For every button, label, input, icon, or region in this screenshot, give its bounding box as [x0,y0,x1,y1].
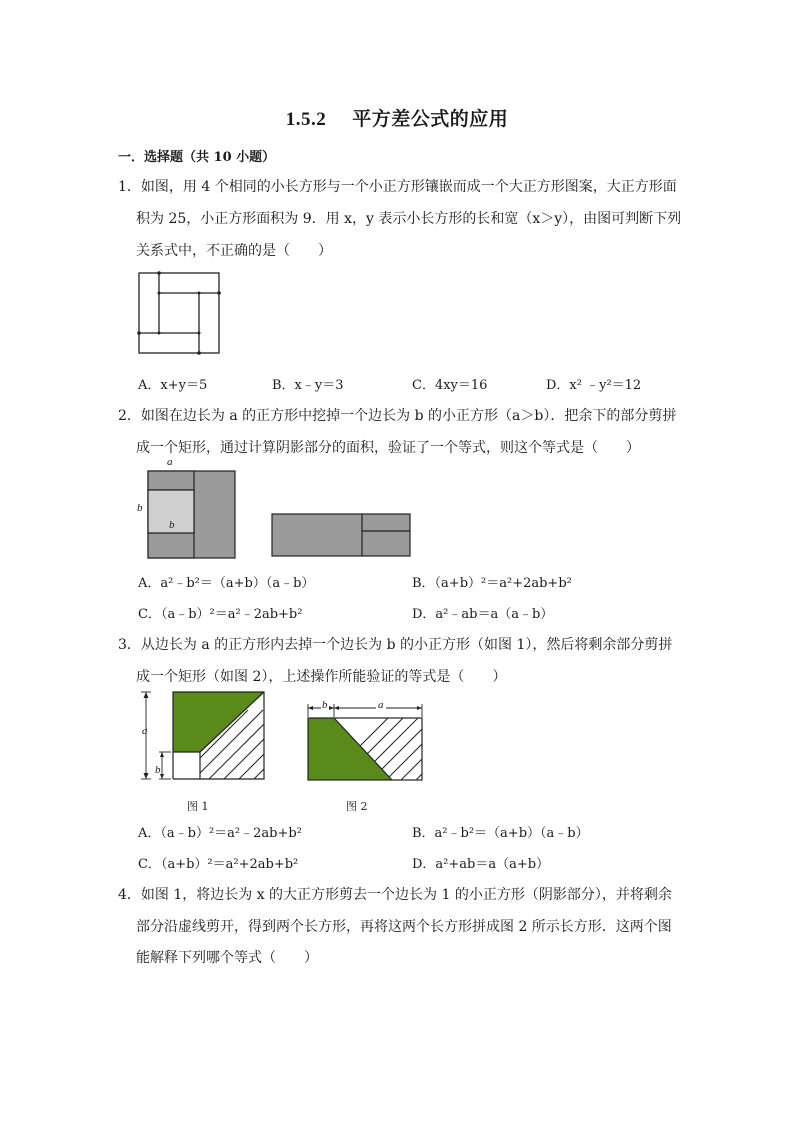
q2-label-b-inner: b [169,519,175,531]
q3-caption-fig1: 图 1 [187,800,209,813]
q1-line-1: 1．如图，用 4 个相同的小长方形与一个小正方形镶嵌而成一个大正方形图案，大正方形面 [118,179,677,195]
q1-line-2: 积为 25，小正方形面积为 9．用 x，y 表示小长方形的长和宽（x＞y），由图可判断下列 [136,211,682,227]
page-title [0,104,794,131]
section-heading: 一．选择题（共 10 小题） [118,150,276,165]
q3-fig2-label-a: a [378,699,384,711]
q1-line-3: 关系式中，不正确的是（ ） [136,243,332,259]
q3-label-b: b [155,764,161,776]
q4-line-3: 能解释下列哪个等式（ ） [136,950,318,966]
q2-figure-square [147,470,237,560]
q2-figure-rectangle [271,513,412,557]
q4-line-2: 部分沿虚线剪开，得到两个长方形，再将这两个长方形拼成图 2 所示长方形．这两个图 [136,919,672,935]
q3-option-a: A．（a﹣b）²＝a²﹣2ab+b² [138,826,302,841]
q2-label-a: a [167,456,173,468]
q1-option-c: C．4xy＝16 [412,378,488,393]
q1-figure [138,272,220,354]
q2-option-b: B．（a+b）²＝a²+2ab+b² [412,576,572,591]
q3-caption-fig2: 图 2 [346,800,368,813]
q2-line-1: 2．如图在边长为 a 的正方形中挖掉一个边长为 b 的小正方形（a＞b）．把余下的部分剪拼 [118,408,677,424]
q4-line-1: 4．如图 1，将边长为 x 的大正方形剪去一个边长为 1 的小正方形（阴影部分），并将剩余 [118,887,672,903]
q2-option-d: D．a²﹣ab＝a（a﹣b） [412,607,554,622]
q2-option-a: A．a²﹣b²＝（a+b）（a﹣b） [138,576,315,591]
q1-option-d: D．x² ﹣y²＝12 [546,378,642,393]
q2-line-2: 成一个矩形，通过计算阴影部分的面积，验证了一个等式，则这个等式是（ ） [136,440,640,456]
q1-option-a: A．x+y＝5 [138,378,208,393]
title-text: 平方差公式的应用 [352,108,509,130]
q3-option-c: C．（a+b）²＝a²+2ab+b² [138,857,299,872]
q3-figure-2 [306,700,424,782]
q2-option-c: C．（a﹣b）²＝a²﹣2ab+b² [138,607,303,622]
title-number: 1.5.2 [285,109,327,130]
q3-option-b: B．a²﹣b²＝（a+b）（a﹣b） [412,826,589,841]
q2-label-b-side: b [137,502,143,514]
q3-fig2-label-b: b [322,699,328,711]
q3-label-a: a [142,725,148,737]
q3-line-1: 3．从边长为 a 的正方形内去掉一个边长为 b 的小正方形（如图 1），然后将剩余部分剪拼 [118,637,673,653]
q1-option-b: B．x﹣y＝3 [272,378,344,393]
q3-option-d: D．a²+ab＝a（a+b） [412,857,550,872]
q3-line-2: 成一个矩形（如图 2），上述操作所能验证的等式是（ ） [136,669,507,685]
